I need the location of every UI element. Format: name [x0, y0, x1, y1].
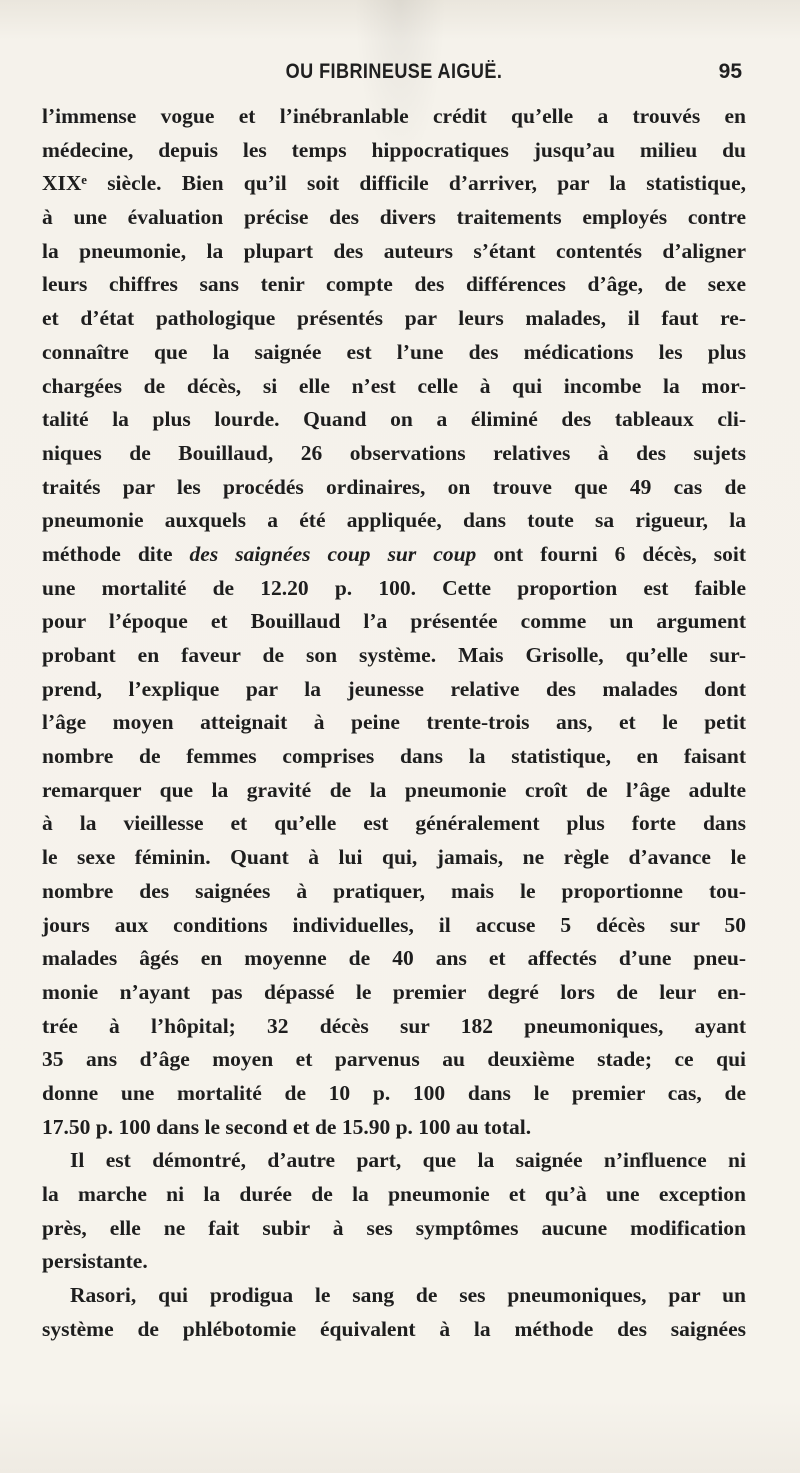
text-line-with-italic: [42, 538, 746, 572]
text-line: pour l’époque et Bouillaud l’a présentée comme un argument: [42, 609, 746, 634]
body-text: [42, 100, 746, 1346]
text-line: à une évaluation précise des divers traitements employés contre: [42, 205, 746, 230]
text-line: nombre des saignées à pratiquer, mais le proportionne tou-: [42, 878, 746, 903]
text-line: remarquer que la gravité de la pneumonie croît de l’âge adulte: [42, 777, 746, 802]
text-span: méthode dite: [42, 541, 173, 566]
text-line: près, elle ne fait subir à ses symptômes aucune modification: [42, 1215, 746, 1240]
text-line: probant en faveur de son système. Mais Grisolle, qu’elle sur-: [42, 643, 746, 667]
text-line: le sexe féminin. Quant à lui qui, jamais, ne règle d’avance le: [42, 845, 746, 870]
text-line: système de phlébotomie équivalent à la méthode des saignées: [42, 1316, 746, 1341]
text-line: leurs chiffres sans tenir compte des différences d’âge, de sexe: [42, 272, 746, 297]
text-line: et d’état pathologique présentés par leurs malades, il faut re-: [42, 306, 746, 331]
text-line: monie n’ayant pas dépassé le premier degré lors de leur en-: [42, 979, 746, 1004]
text-line: donne une mortalité de 10 p. 100 dans le premier cas, de: [42, 1080, 746, 1105]
text-line: nombre de femmes comprises dans la statistique, en faisant: [42, 744, 746, 769]
text-line: médecine, depuis les temps hippocratiques jusqu’au milieu du: [42, 137, 746, 162]
text-line: traités par les procédés ordinaires, on trouve que 49 cas de: [42, 474, 746, 499]
text-line: une mortalité de 12.20 p. 100. Cette proportion est faible: [42, 575, 746, 600]
text-line: jours aux conditions individuelles, il accuse 5 décès sur 50: [42, 912, 746, 937]
paragraph-start-line: Rasori, qui prodigua le sang de ses pneumoniques, par un: [70, 1283, 746, 1308]
text-line: la pneumonie, la plupart des auteurs s’étant contentés d’aligner: [42, 238, 746, 263]
text-line: prend, l’explique par la jeunesse relative des malades dont: [42, 676, 746, 701]
paragraph-end-line: 17.50 p. 100 dans le second et de 15.90 p. 100 au total.: [42, 1114, 532, 1139]
italic-phrase: des saignées coup sur coup: [189, 541, 477, 566]
text-line: talité la plus lourde. Quand on a éliminé des tableaux cli-: [42, 407, 746, 432]
text-line: trée à l’hôpital; 32 décès sur 182 pneumoniques, ayant: [42, 1013, 746, 1038]
text-line: à la vieillesse et qu’elle est généralement plus forte dans: [42, 811, 746, 836]
text-line: chargées de décès, si elle n’est celle à qui incombe la mor-: [42, 373, 746, 398]
paragraph-start-line: Il est démontré, d’autre part, que la saignée n’influence ni: [70, 1148, 746, 1173]
page-header: [42, 60, 746, 90]
text-line: malades âgés en moyenne de 40 ans et affectés d’une pneu-: [42, 946, 746, 971]
text-line: 35 ans d’âge moyen et parvenus au deuxième stade; ce qui: [42, 1047, 746, 1072]
text-line: pneumonie auxquels a été appliquée, dans toute sa rigueur, la: [42, 508, 746, 533]
text-line: XIXᵉ siècle. Bien qu’il soit difficile d’arriver, par la statistique,: [42, 171, 746, 196]
paragraph-end-line: persistante.: [42, 1249, 148, 1274]
text-span: ont fourni 6 décès, soit: [493, 541, 747, 566]
text-line: niques de Bouillaud, 26 observations relatives à des sujets: [42, 440, 746, 465]
running-title: OU FIBRINEUSE AIGUË.: [285, 60, 503, 83]
text-line: la marche ni la durée de la pneumonie et qu’à une exception: [42, 1182, 746, 1206]
page-number: 95: [718, 60, 742, 83]
text-line: connaître que la saignée est l’une des médications les plus: [42, 339, 746, 364]
text-line: l’immense vogue et l’inébranlable crédit qu’elle a trouvés en: [42, 104, 746, 128]
text-line: l’âge moyen atteignait à peine trente-trois ans, et le petit: [42, 710, 746, 735]
